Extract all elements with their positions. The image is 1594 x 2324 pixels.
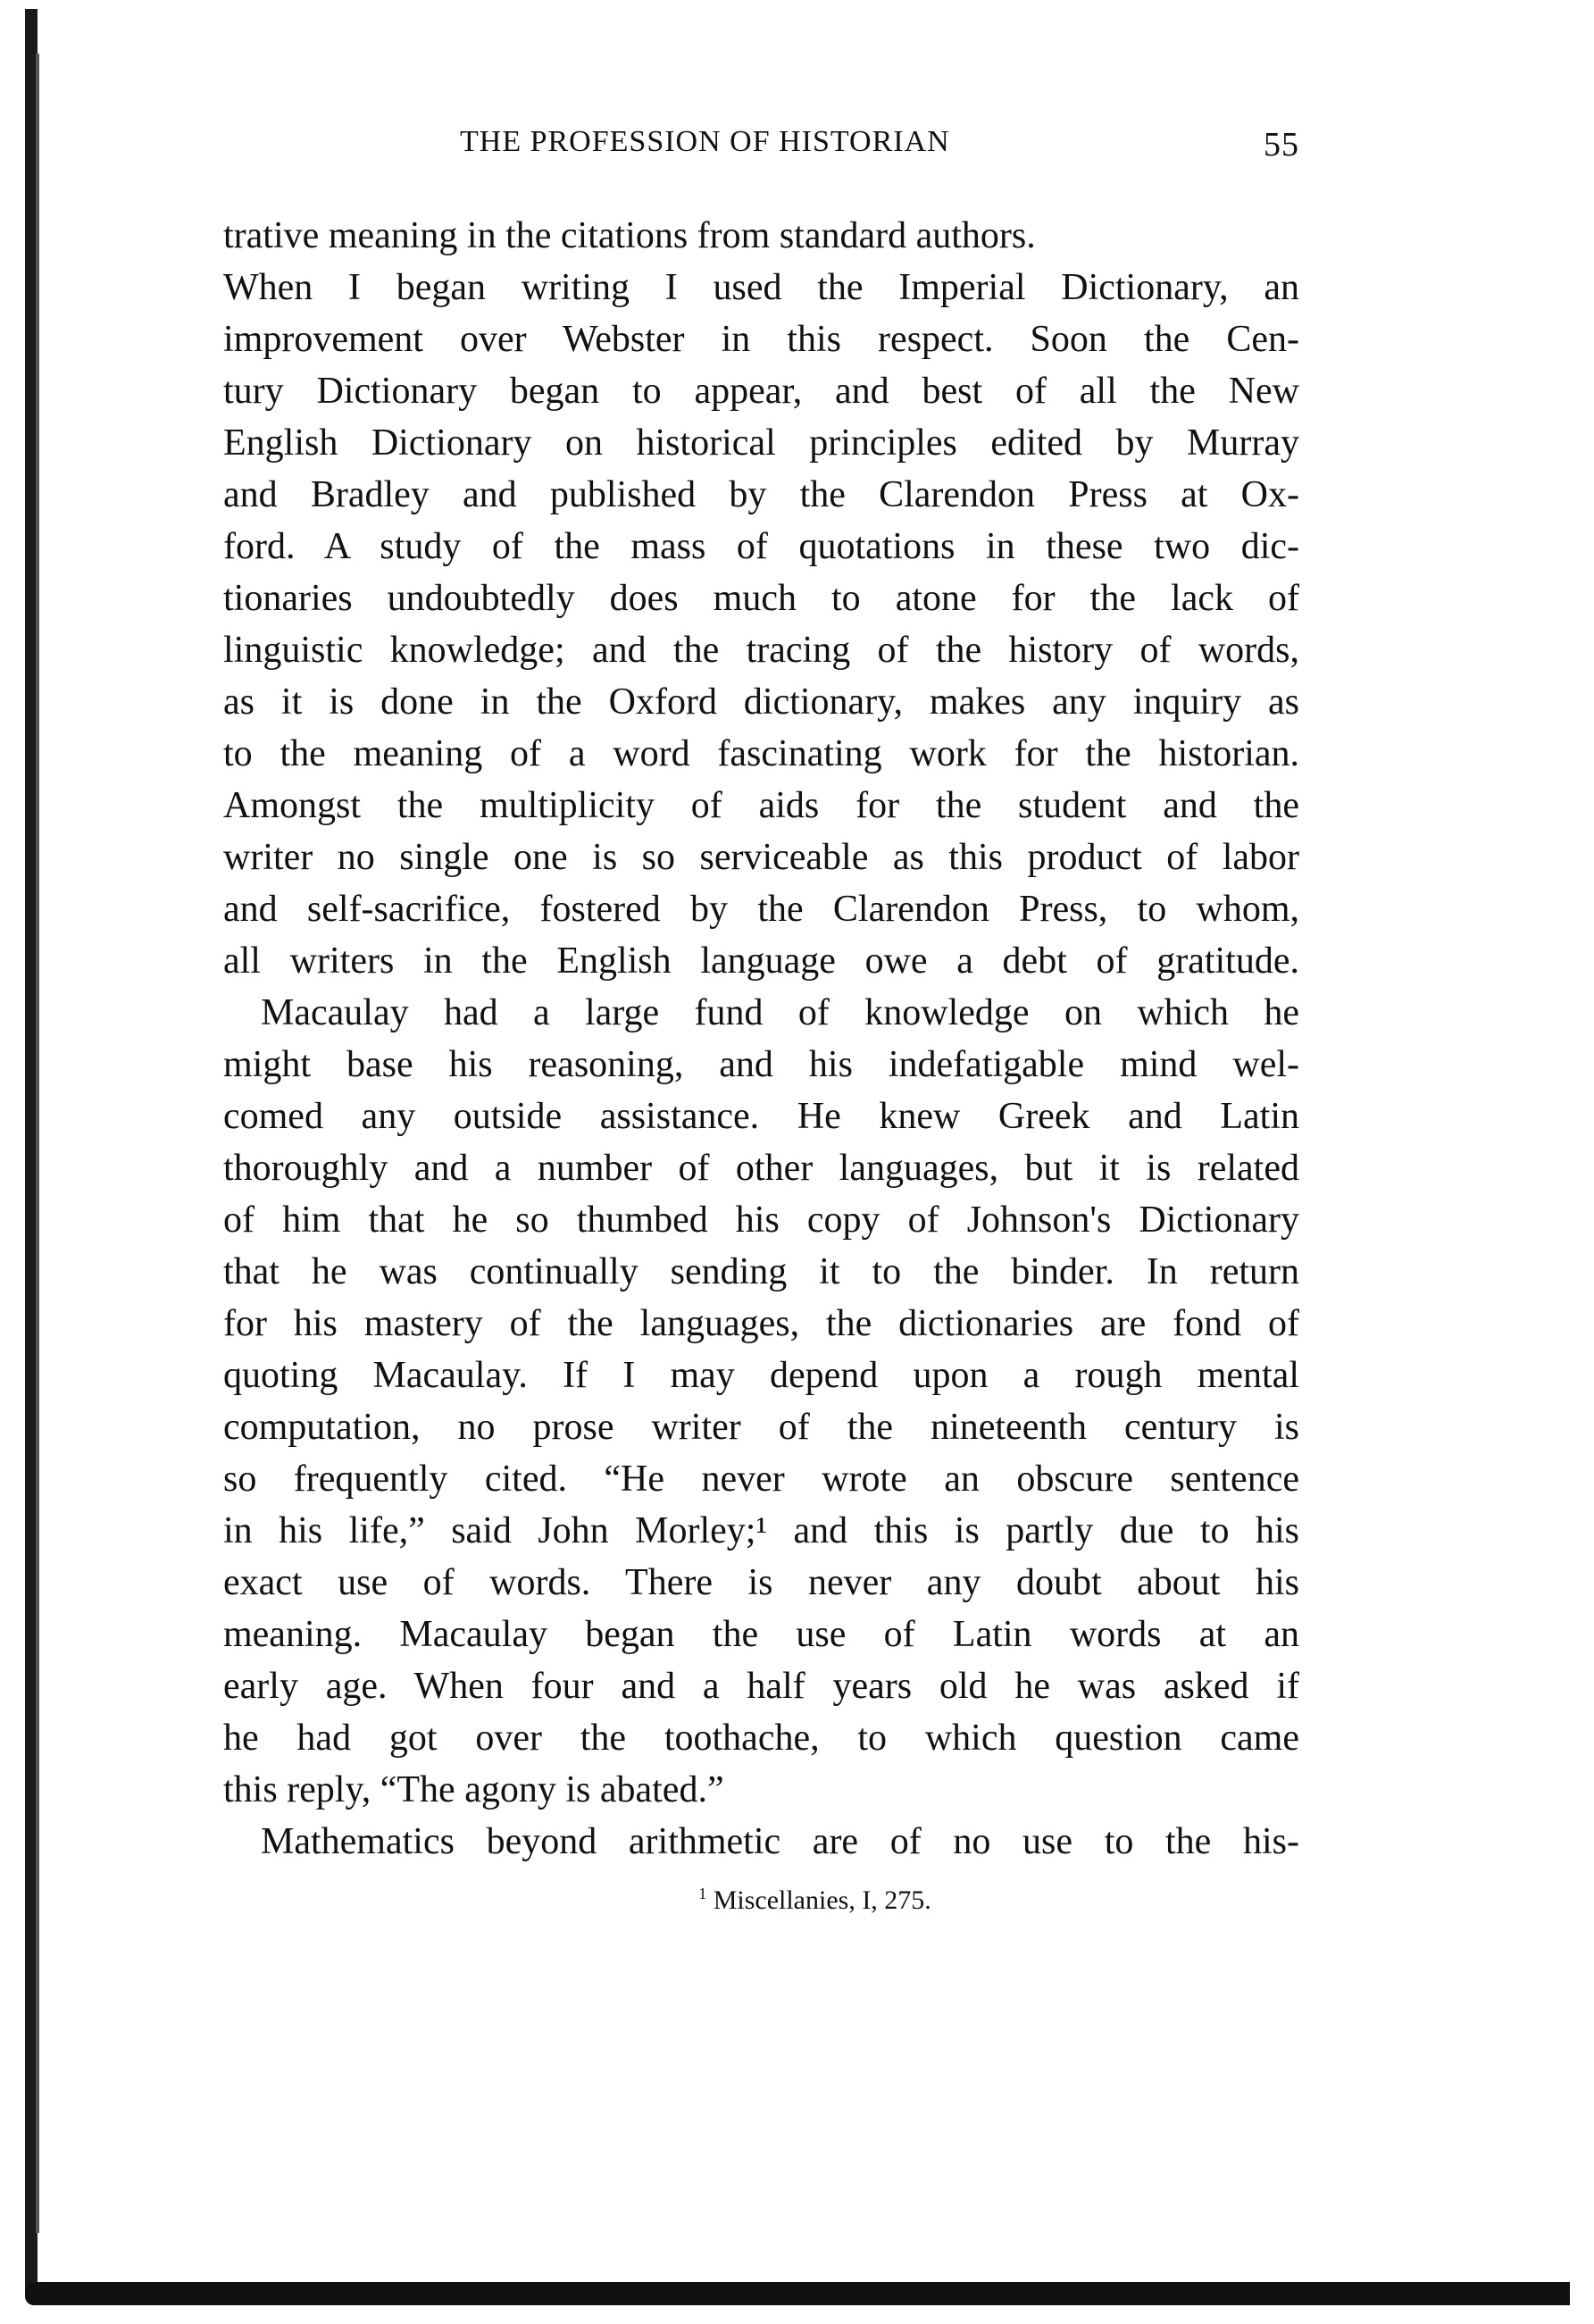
text-line: all writers in the English language owe a debt of gratitude. bbox=[223, 940, 1299, 982]
text-line: might base his reasoning, and his indefatigable mind wel- bbox=[223, 1044, 1299, 1085]
text-line: meaning. Macaulay began the use of Latin words at an bbox=[223, 1614, 1299, 1655]
page-number: 55 bbox=[1264, 126, 1299, 163]
text-line: writer no single one is so serviceable as this product of labor bbox=[223, 837, 1299, 878]
text-line: Amongst the multiplicity of aids for the student and the bbox=[223, 785, 1299, 826]
running-header bbox=[223, 125, 1299, 170]
text-line: in his life,” said John Morley;¹ and this is partly due to his bbox=[223, 1510, 1299, 1551]
text-line: ford. A study of the mass of quotations in these two dic- bbox=[223, 526, 1299, 567]
scan-bottom-edge bbox=[25, 2282, 1570, 2305]
text-line: thoroughly and a number of other languages, but it is related bbox=[223, 1148, 1299, 1189]
text-line: linguistic knowledge; and the tracing of the history of words, bbox=[223, 630, 1299, 671]
text-line: exact use of words. There is never any doubt about his bbox=[223, 1562, 1299, 1603]
footnote-marker: 1 bbox=[698, 1885, 707, 1902]
text-line: trative meaning in the citations from standard authors. bbox=[223, 215, 1036, 256]
text-line: as it is done in the Oxford dictionary, makes any inquiry as bbox=[223, 681, 1299, 723]
text-line: English Dictionary on historical principles edited by Murray bbox=[223, 422, 1299, 464]
text-line: When I began writing I used the Imperial Dictionary, an bbox=[223, 267, 1299, 308]
body-text bbox=[223, 210, 1299, 1868]
text-line: he had got over the toothache, to which question came bbox=[223, 1718, 1299, 1759]
footnote bbox=[0, 1885, 1594, 1916]
text-line: Macaulay had a large fund of knowledge on which he bbox=[261, 992, 1299, 1033]
text-line: quoting Macaulay. If I may depend upon a rough mental bbox=[223, 1355, 1299, 1396]
text-line: and self-sacrifice, fostered by the Clarendon Press, to whom, bbox=[223, 889, 1299, 930]
text-line: improvement over Webster in this respect. Soon the Cen- bbox=[223, 319, 1299, 360]
text-line: that he was continually sending it to the binder. In return bbox=[223, 1251, 1299, 1292]
text-line: to the meaning of a word fascinating work for the historian. bbox=[223, 733, 1299, 774]
text-line: early age. When four and a half years old he was asked if bbox=[223, 1666, 1299, 1707]
text-line: tionaries undoubtedly does much to atone for the lack of bbox=[223, 578, 1299, 619]
text-line: comed any outside assistance. He knew Greek and Latin bbox=[223, 1096, 1299, 1137]
text-line: and Bradley and published by the Clarendon Press at Ox- bbox=[223, 474, 1299, 515]
text-line: so frequently cited. “He never wrote an obscure sentence bbox=[223, 1459, 1299, 1500]
text-line: for his mastery of the languages, the dictionaries are fond of bbox=[223, 1303, 1299, 1344]
footnote-text: Miscellanies, I, 275. bbox=[713, 1885, 931, 1915]
text-line: this reply, “The agony is abated.” bbox=[223, 1769, 724, 1810]
text-line: of him that he so thumbed his copy of Johnson's Dictionary bbox=[223, 1200, 1299, 1241]
running-title: THE PROFESSION OF HISTORIAN bbox=[460, 125, 950, 158]
text-line: tury Dictionary began to appear, and best of all the New bbox=[223, 371, 1299, 412]
text-line: computation, no prose writer of the nineteenth century is bbox=[223, 1407, 1299, 1448]
text-line: Mathematics beyond arithmetic are of no use to the his- bbox=[261, 1821, 1299, 1862]
